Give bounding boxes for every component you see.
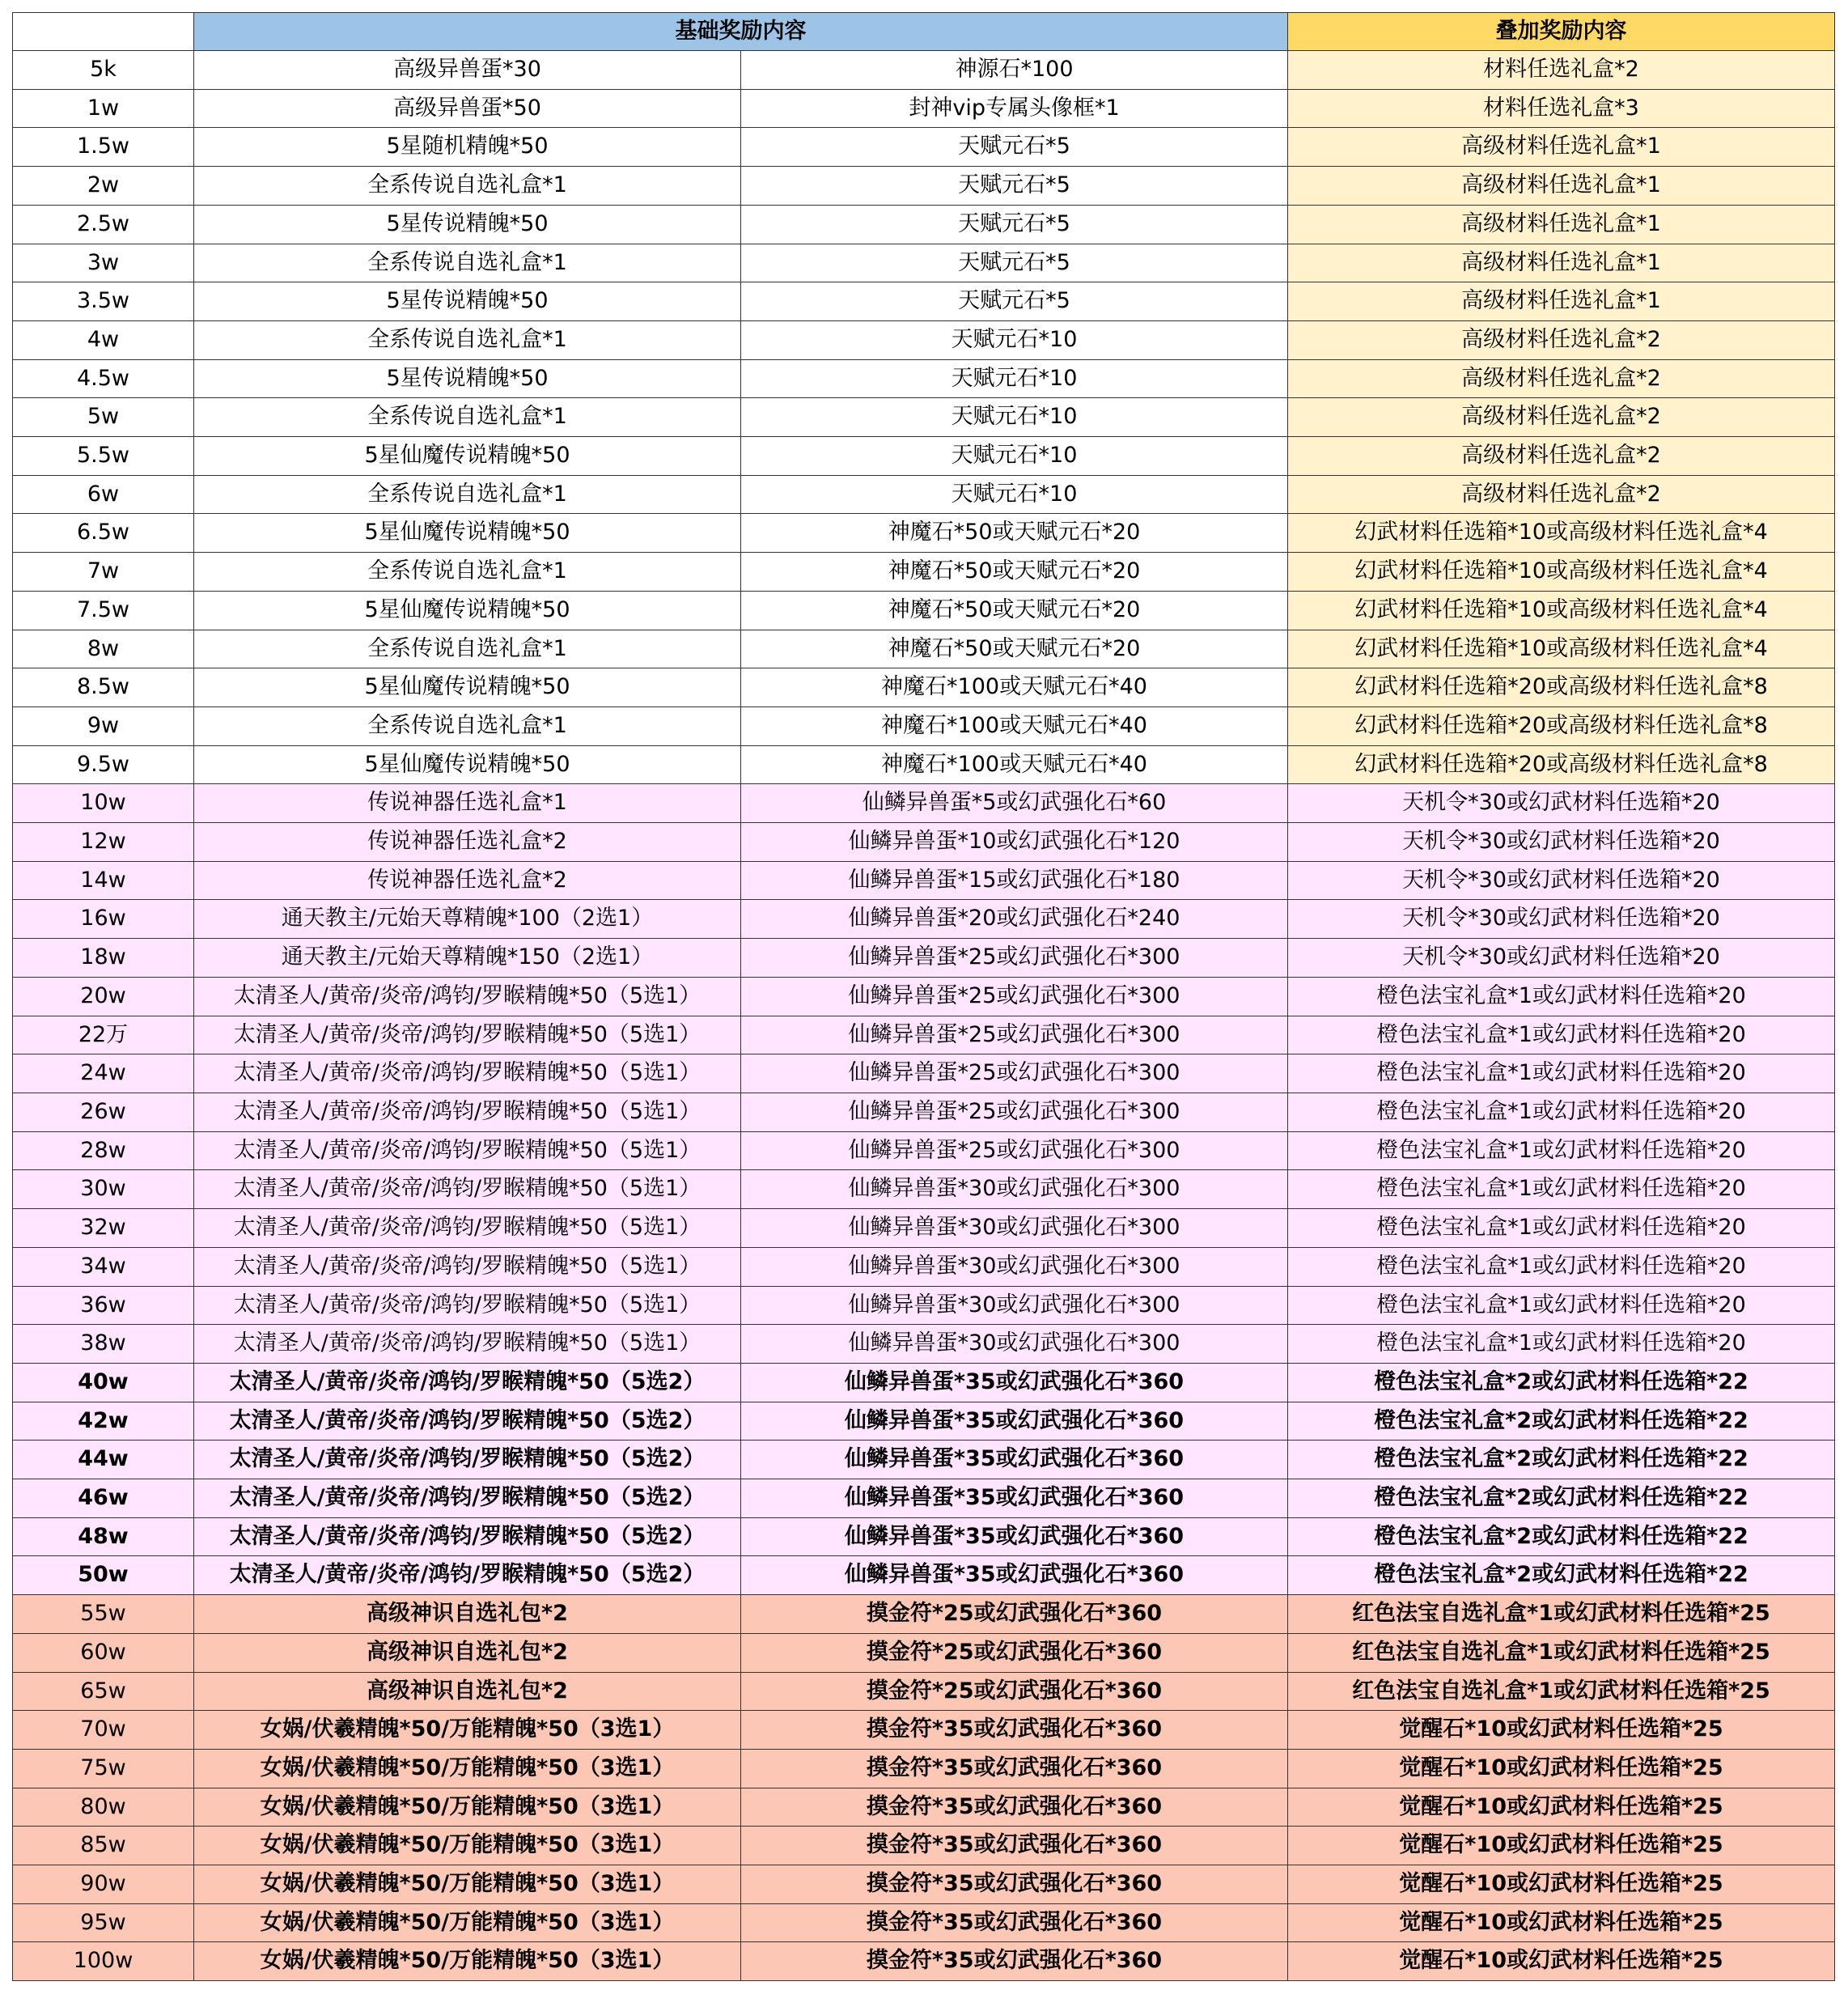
base-reward-2-cell: 仙鳞异兽蛋*25或幻武强化石*300 <box>741 1016 1288 1054</box>
base-reward-2-cell: 仙鳞异兽蛋*20或幻武强化石*240 <box>741 900 1288 939</box>
tier-cell: 5w <box>13 398 194 437</box>
base-reward-2-cell: 仙鳞异兽蛋*35或幻武强化石*360 <box>741 1402 1288 1441</box>
bonus-reward-cell: 橙色法宝礼盒*1或幻武材料任选箱*20 <box>1288 1325 1835 1364</box>
tier-cell: 55w <box>13 1595 194 1634</box>
base-reward-2-cell: 仙鳞异兽蛋*35或幻武强化石*360 <box>741 1479 1288 1518</box>
reward-table <box>12 12 1835 1981</box>
table-row <box>13 1209 1835 1248</box>
base-reward-1-cell: 太清圣人/黄帝/炎帝/鸿钧/罗睺精魄*50（5选2） <box>194 1363 741 1402</box>
base-reward-1-cell: 5星仙魔传说精魄*50 <box>194 514 741 553</box>
bonus-reward-cell: 天机令*30或幻武材料任选箱*20 <box>1288 939 1835 978</box>
table-row <box>13 1672 1835 1711</box>
tier-cell: 32w <box>13 1209 194 1248</box>
bonus-reward-cell: 橙色法宝礼盒*1或幻武材料任选箱*20 <box>1288 1016 1835 1054</box>
bonus-reward-cell: 觉醒石*10或幻武材料任选箱*25 <box>1288 1942 1835 1981</box>
table-row <box>13 1479 1835 1518</box>
tier-cell: 38w <box>13 1325 194 1364</box>
base-reward-1-cell: 高级神识自选礼包*2 <box>194 1672 741 1711</box>
bonus-reward-cell: 觉醒石*10或幻武材料任选箱*25 <box>1288 1903 1835 1942</box>
base-reward-1-cell: 5星随机精魄*50 <box>194 128 741 167</box>
base-reward-2-cell: 摸金符*25或幻武强化石*360 <box>741 1672 1288 1711</box>
tier-cell: 36w <box>13 1286 194 1325</box>
tier-cell: 85w <box>13 1827 194 1865</box>
base-reward-1-cell: 太清圣人/黄帝/炎帝/鸿钧/罗睺精魄*50（5选2） <box>194 1479 741 1518</box>
bonus-reward-cell: 高级材料任选礼盒*1 <box>1288 167 1835 206</box>
table-row <box>13 282 1835 321</box>
bonus-reward-cell: 觉醒石*10或幻武材料任选箱*25 <box>1288 1865 1835 1904</box>
bonus-reward-cell: 觉醒石*10或幻武材料任选箱*25 <box>1288 1827 1835 1865</box>
tier-cell: 5.5w <box>13 437 194 476</box>
bonus-reward-cell: 橙色法宝礼盒*2或幻武材料任选箱*22 <box>1288 1363 1835 1402</box>
base-reward-2-cell: 仙鳞异兽蛋*35或幻武强化石*360 <box>741 1556 1288 1595</box>
base-reward-1-cell: 5星传说精魄*50 <box>194 205 741 244</box>
tier-cell: 7w <box>13 553 194 592</box>
bonus-reward-cell: 幻武材料任选箱*10或高级材料任选礼盒*4 <box>1288 514 1835 553</box>
table-row <box>13 861 1835 900</box>
tier-cell: 26w <box>13 1093 194 1131</box>
base-reward-1-cell: 传说神器任选礼盒*2 <box>194 861 741 900</box>
tier-cell: 75w <box>13 1749 194 1788</box>
table-row <box>13 939 1835 978</box>
tier-cell: 46w <box>13 1479 194 1518</box>
base-reward-1-cell: 高级异兽蛋*50 <box>194 89 741 128</box>
base-reward-2-cell: 仙鳞异兽蛋*10或幻武强化石*120 <box>741 823 1288 862</box>
table-row <box>13 745 1835 784</box>
base-reward-1-cell: 女娲/伏羲精魄*50/万能精魄*50（3选1） <box>194 1749 741 1788</box>
base-reward-1-cell: 太清圣人/黄帝/炎帝/鸿钧/罗睺精魄*50（5选1） <box>194 1170 741 1209</box>
bonus-reward-cell: 橙色法宝礼盒*1或幻武材料任选箱*20 <box>1288 1209 1835 1248</box>
base-reward-1-cell: 全系传说自选礼盒*1 <box>194 630 741 668</box>
table-row <box>13 1517 1835 1556</box>
base-reward-1-cell: 传说神器任选礼盒*2 <box>194 823 741 862</box>
tier-cell: 1w <box>13 89 194 128</box>
base-reward-2-cell: 天赋元石*5 <box>741 205 1288 244</box>
base-reward-1-cell: 女娲/伏羲精魄*50/万能精魄*50（3选1） <box>194 1827 741 1865</box>
tier-cell: 60w <box>13 1633 194 1672</box>
base-reward-2-cell: 摸金符*35或幻武强化石*360 <box>741 1942 1288 1981</box>
base-reward-1-cell: 5星仙魔传说精魄*50 <box>194 745 741 784</box>
bonus-reward-cell: 高级材料任选礼盒*2 <box>1288 320 1835 359</box>
bonus-reward-cell: 天机令*30或幻武材料任选箱*20 <box>1288 823 1835 862</box>
base-reward-2-cell: 仙鳞异兽蛋*25或幻武强化石*300 <box>741 939 1288 978</box>
bonus-reward-cell: 材料任选礼盒*3 <box>1288 89 1835 128</box>
tier-cell: 12w <box>13 823 194 862</box>
base-reward-1-cell: 太清圣人/黄帝/炎帝/鸿钧/罗睺精魄*50（5选2） <box>194 1441 741 1479</box>
tier-cell: 28w <box>13 1131 194 1170</box>
base-reward-2-cell: 天赋元石*10 <box>741 398 1288 437</box>
bonus-reward-cell: 橙色法宝礼盒*1或幻武材料任选箱*20 <box>1288 1286 1835 1325</box>
base-reward-2-cell: 仙鳞异兽蛋*5或幻武强化石*60 <box>741 784 1288 823</box>
base-reward-2-cell: 仙鳞异兽蛋*30或幻武强化石*300 <box>741 1170 1288 1209</box>
base-reward-2-cell: 仙鳞异兽蛋*30或幻武强化石*300 <box>741 1247 1288 1286</box>
table-row <box>13 977 1835 1016</box>
bonus-reward-cell: 高级材料任选礼盒*2 <box>1288 398 1835 437</box>
bonus-reward-cell: 高级材料任选礼盒*2 <box>1288 475 1835 514</box>
base-reward-1-cell: 5星仙魔传说精魄*50 <box>194 668 741 707</box>
bonus-reward-cell: 橙色法宝礼盒*1或幻武材料任选箱*20 <box>1288 1093 1835 1131</box>
bonus-reward-cell: 觉醒石*10或幻武材料任选箱*25 <box>1288 1711 1835 1750</box>
tier-cell: 5k <box>13 51 194 90</box>
table-row <box>13 1325 1835 1364</box>
bonus-reward-cell: 红色法宝自选礼盒*1或幻武材料任选箱*25 <box>1288 1595 1835 1634</box>
base-reward-2-cell: 神魔石*100或天赋元石*40 <box>741 668 1288 707</box>
header-bonus-reward: 叠加奖励内容 <box>1288 13 1835 51</box>
table-row <box>13 1286 1835 1325</box>
table-row <box>13 1054 1835 1093</box>
base-reward-1-cell: 太清圣人/黄帝/炎帝/鸿钧/罗睺精魄*50（5选2） <box>194 1556 741 1595</box>
tier-cell: 1.5w <box>13 128 194 167</box>
base-reward-1-cell: 5星传说精魄*50 <box>194 282 741 321</box>
tier-cell: 40w <box>13 1363 194 1402</box>
base-reward-1-cell: 全系传说自选礼盒*1 <box>194 244 741 282</box>
tier-cell: 3.5w <box>13 282 194 321</box>
bonus-reward-cell: 幻武材料任选箱*10或高级材料任选礼盒*4 <box>1288 553 1835 592</box>
base-reward-1-cell: 通天教主/元始天尊精魄*100（2选1） <box>194 900 741 939</box>
base-reward-2-cell: 神魔石*100或天赋元石*40 <box>741 706 1288 745</box>
tier-cell: 30w <box>13 1170 194 1209</box>
base-reward-1-cell: 太清圣人/黄帝/炎帝/鸿钧/罗睺精魄*50（5选1） <box>194 1093 741 1131</box>
tier-cell: 2.5w <box>13 205 194 244</box>
tier-cell: 95w <box>13 1903 194 1942</box>
base-reward-1-cell: 太清圣人/黄帝/炎帝/鸿钧/罗睺精魄*50（5选1） <box>194 1016 741 1054</box>
bonus-reward-cell: 橙色法宝礼盒*2或幻武材料任选箱*22 <box>1288 1402 1835 1441</box>
table-row <box>13 668 1835 707</box>
base-reward-1-cell: 通天教主/元始天尊精魄*150（2选1） <box>194 939 741 978</box>
table-row <box>13 553 1835 592</box>
base-reward-2-cell: 仙鳞异兽蛋*25或幻武强化石*300 <box>741 1131 1288 1170</box>
base-reward-1-cell: 太清圣人/黄帝/炎帝/鸿钧/罗睺精魄*50（5选2） <box>194 1402 741 1441</box>
bonus-reward-cell: 幻武材料任选箱*20或高级材料任选礼盒*8 <box>1288 668 1835 707</box>
table-row <box>13 823 1835 862</box>
table-row <box>13 51 1835 90</box>
tier-cell: 44w <box>13 1441 194 1479</box>
table-row <box>13 1633 1835 1672</box>
base-reward-1-cell: 太清圣人/黄帝/炎帝/鸿钧/罗睺精魄*50（5选2） <box>194 1517 741 1556</box>
base-reward-2-cell: 摸金符*35或幻武强化石*360 <box>741 1788 1288 1827</box>
base-reward-2-cell: 仙鳞异兽蛋*35或幻武强化石*360 <box>741 1363 1288 1402</box>
base-reward-2-cell: 仙鳞异兽蛋*25或幻武强化石*300 <box>741 1093 1288 1131</box>
tier-cell: 16w <box>13 900 194 939</box>
base-reward-2-cell: 天赋元石*10 <box>741 475 1288 514</box>
bonus-reward-cell: 天机令*30或幻武材料任选箱*20 <box>1288 784 1835 823</box>
bonus-reward-cell: 橙色法宝礼盒*1或幻武材料任选箱*20 <box>1288 1131 1835 1170</box>
base-reward-1-cell: 全系传说自选礼盒*1 <box>194 706 741 745</box>
table-row <box>13 1170 1835 1209</box>
base-reward-2-cell: 摸金符*25或幻武强化石*360 <box>741 1633 1288 1672</box>
base-reward-2-cell: 天赋元石*5 <box>741 167 1288 206</box>
bonus-reward-cell: 红色法宝自选礼盒*1或幻武材料任选箱*25 <box>1288 1672 1835 1711</box>
base-reward-2-cell: 摸金符*25或幻武强化石*360 <box>741 1595 1288 1634</box>
bonus-reward-cell: 橙色法宝礼盒*2或幻武材料任选箱*22 <box>1288 1441 1835 1479</box>
header-base-reward: 基础奖励内容 <box>194 13 1288 51</box>
base-reward-1-cell: 5星仙魔传说精魄*50 <box>194 591 741 630</box>
bonus-reward-cell: 觉醒石*10或幻武材料任选箱*25 <box>1288 1788 1835 1827</box>
base-reward-1-cell: 全系传说自选礼盒*1 <box>194 320 741 359</box>
base-reward-2-cell: 天赋元石*5 <box>741 244 1288 282</box>
table-row <box>13 1402 1835 1441</box>
table-row <box>13 784 1835 823</box>
table-row <box>13 900 1835 939</box>
bonus-reward-cell: 红色法宝自选礼盒*1或幻武材料任选箱*25 <box>1288 1633 1835 1672</box>
table-row <box>13 320 1835 359</box>
base-reward-2-cell: 天赋元石*5 <box>741 128 1288 167</box>
bonus-reward-cell: 幻武材料任选箱*10或高级材料任选礼盒*4 <box>1288 630 1835 668</box>
tier-cell: 9w <box>13 706 194 745</box>
base-reward-1-cell: 女娲/伏羲精魄*50/万能精魄*50（3选1） <box>194 1903 741 1942</box>
base-reward-1-cell: 传说神器任选礼盒*1 <box>194 784 741 823</box>
base-reward-2-cell: 仙鳞异兽蛋*25或幻武强化石*300 <box>741 1054 1288 1093</box>
tier-cell: 8w <box>13 630 194 668</box>
table-row <box>13 1556 1835 1595</box>
tier-cell: 34w <box>13 1247 194 1286</box>
base-reward-2-cell: 仙鳞异兽蛋*35或幻武强化石*360 <box>741 1517 1288 1556</box>
bonus-reward-cell: 材料任选礼盒*2 <box>1288 51 1835 90</box>
base-reward-2-cell: 神魔石*100或天赋元石*40 <box>741 745 1288 784</box>
base-reward-2-cell: 神魔石*50或天赋元石*20 <box>741 514 1288 553</box>
base-reward-2-cell: 天赋元石*10 <box>741 359 1288 398</box>
bonus-reward-cell: 天机令*30或幻武材料任选箱*20 <box>1288 861 1835 900</box>
tier-cell: 20w <box>13 977 194 1016</box>
base-reward-2-cell: 神魔石*50或天赋元石*20 <box>741 630 1288 668</box>
base-reward-2-cell: 摸金符*35或幻武强化石*360 <box>741 1903 1288 1942</box>
base-reward-1-cell: 高级神识自选礼包*2 <box>194 1633 741 1672</box>
bonus-reward-cell: 橙色法宝礼盒*1或幻武材料任选箱*20 <box>1288 1247 1835 1286</box>
table-row <box>13 359 1835 398</box>
base-reward-1-cell: 全系传说自选礼盒*1 <box>194 475 741 514</box>
base-reward-2-cell: 摸金符*35或幻武强化石*360 <box>741 1865 1288 1904</box>
table-row <box>13 398 1835 437</box>
table-row <box>13 1131 1835 1170</box>
base-reward-1-cell: 全系传说自选礼盒*1 <box>194 398 741 437</box>
tier-cell: 65w <box>13 1672 194 1711</box>
tier-cell: 10w <box>13 784 194 823</box>
table-row <box>13 437 1835 476</box>
base-reward-1-cell: 全系传说自选礼盒*1 <box>194 553 741 592</box>
table-row <box>13 244 1835 282</box>
tier-cell: 6w <box>13 475 194 514</box>
base-reward-1-cell: 高级异兽蛋*30 <box>194 51 741 90</box>
base-reward-2-cell: 仙鳞异兽蛋*25或幻武强化石*300 <box>741 977 1288 1016</box>
base-reward-2-cell: 神源石*100 <box>741 51 1288 90</box>
tier-cell: 18w <box>13 939 194 978</box>
bonus-reward-cell: 觉醒石*10或幻武材料任选箱*25 <box>1288 1749 1835 1788</box>
table-row <box>13 205 1835 244</box>
tier-cell: 50w <box>13 1556 194 1595</box>
base-reward-1-cell: 太清圣人/黄帝/炎帝/鸿钧/罗睺精魄*50（5选1） <box>194 1209 741 1248</box>
tier-cell: 8.5w <box>13 668 194 707</box>
tier-cell: 22万 <box>13 1016 194 1054</box>
bonus-reward-cell: 橙色法宝礼盒*2或幻武材料任选箱*22 <box>1288 1479 1835 1518</box>
bonus-reward-cell: 高级材料任选礼盒*1 <box>1288 244 1835 282</box>
bonus-reward-cell: 高级材料任选礼盒*1 <box>1288 128 1835 167</box>
base-reward-1-cell: 全系传说自选礼盒*1 <box>194 167 741 206</box>
tier-cell: 90w <box>13 1865 194 1904</box>
base-reward-2-cell: 仙鳞异兽蛋*35或幻武强化石*360 <box>741 1441 1288 1479</box>
tier-cell: 2w <box>13 167 194 206</box>
table-row <box>13 89 1835 128</box>
base-reward-1-cell: 太清圣人/黄帝/炎帝/鸿钧/罗睺精魄*50（5选1） <box>194 1054 741 1093</box>
bonus-reward-cell: 橙色法宝礼盒*1或幻武材料任选箱*20 <box>1288 1054 1835 1093</box>
table-row <box>13 1016 1835 1054</box>
tier-cell: 48w <box>13 1517 194 1556</box>
bonus-reward-cell: 天机令*30或幻武材料任选箱*20 <box>1288 900 1835 939</box>
bonus-reward-cell: 高级材料任选礼盒*1 <box>1288 282 1835 321</box>
tier-cell: 4w <box>13 320 194 359</box>
tier-cell: 3w <box>13 244 194 282</box>
table-row <box>13 1595 1835 1634</box>
base-reward-1-cell: 女娲/伏羲精魄*50/万能精魄*50（3选1） <box>194 1711 741 1750</box>
base-reward-1-cell: 太清圣人/黄帝/炎帝/鸿钧/罗睺精魄*50（5选1） <box>194 1286 741 1325</box>
tier-cell: 70w <box>13 1711 194 1750</box>
tier-cell: 14w <box>13 861 194 900</box>
base-reward-2-cell: 天赋元石*10 <box>741 437 1288 476</box>
table-row <box>13 1865 1835 1904</box>
table-row <box>13 1247 1835 1286</box>
base-reward-2-cell: 摸金符*35或幻武强化石*360 <box>741 1749 1288 1788</box>
table-row <box>13 706 1835 745</box>
bonus-reward-cell: 橙色法宝礼盒*2或幻武材料任选箱*22 <box>1288 1517 1835 1556</box>
table-row <box>13 1363 1835 1402</box>
base-reward-1-cell: 女娲/伏羲精魄*50/万能精魄*50（3选1） <box>194 1865 741 1904</box>
base-reward-2-cell: 仙鳞异兽蛋*30或幻武强化石*300 <box>741 1209 1288 1248</box>
base-reward-2-cell: 封神vip专属头像框*1 <box>741 89 1288 128</box>
tier-cell: 80w <box>13 1788 194 1827</box>
table-row <box>13 514 1835 553</box>
base-reward-2-cell: 仙鳞异兽蛋*30或幻武强化石*300 <box>741 1325 1288 1364</box>
base-reward-2-cell: 摸金符*35或幻武强化石*360 <box>741 1827 1288 1865</box>
table-row <box>13 630 1835 668</box>
table-row <box>13 1093 1835 1131</box>
base-reward-2-cell: 仙鳞异兽蛋*30或幻武强化石*300 <box>741 1286 1288 1325</box>
base-reward-1-cell: 高级神识自选礼包*2 <box>194 1595 741 1634</box>
base-reward-1-cell: 太清圣人/黄帝/炎帝/鸿钧/罗睺精魄*50（5选1） <box>194 1325 741 1364</box>
base-reward-2-cell: 天赋元石*5 <box>741 282 1288 321</box>
tier-cell: 6.5w <box>13 514 194 553</box>
table-row <box>13 1749 1835 1788</box>
bonus-reward-cell: 橙色法宝礼盒*1或幻武材料任选箱*20 <box>1288 1170 1835 1209</box>
table-row <box>13 1711 1835 1750</box>
header-row <box>13 13 1835 51</box>
bonus-reward-cell: 高级材料任选礼盒*2 <box>1288 437 1835 476</box>
table-row <box>13 1942 1835 1981</box>
bonus-reward-cell: 幻武材料任选箱*10或高级材料任选礼盒*4 <box>1288 591 1835 630</box>
tier-cell: 24w <box>13 1054 194 1093</box>
tier-cell: 9.5w <box>13 745 194 784</box>
tier-cell: 4.5w <box>13 359 194 398</box>
header-tier-cell <box>13 13 194 51</box>
tier-cell: 7.5w <box>13 591 194 630</box>
tier-cell: 42w <box>13 1402 194 1441</box>
table-row <box>13 1788 1835 1827</box>
bonus-reward-cell: 幻武材料任选箱*20或高级材料任选礼盒*8 <box>1288 706 1835 745</box>
tier-cell: 100w <box>13 1942 194 1981</box>
bonus-reward-cell: 幻武材料任选箱*20或高级材料任选礼盒*8 <box>1288 745 1835 784</box>
base-reward-1-cell: 太清圣人/黄帝/炎帝/鸿钧/罗睺精魄*50（5选1） <box>194 977 741 1016</box>
base-reward-2-cell: 摸金符*35或幻武强化石*360 <box>741 1711 1288 1750</box>
bonus-reward-cell: 高级材料任选礼盒*1 <box>1288 205 1835 244</box>
base-reward-1-cell: 女娲/伏羲精魄*50/万能精魄*50（3选1） <box>194 1788 741 1827</box>
base-reward-1-cell: 5星传说精魄*50 <box>194 359 741 398</box>
bonus-reward-cell: 高级材料任选礼盒*2 <box>1288 359 1835 398</box>
base-reward-2-cell: 天赋元石*10 <box>741 320 1288 359</box>
table-row <box>13 591 1835 630</box>
base-reward-2-cell: 神魔石*50或天赋元石*20 <box>741 591 1288 630</box>
table-row <box>13 167 1835 206</box>
table-row <box>13 1903 1835 1942</box>
bonus-reward-cell: 橙色法宝礼盒*1或幻武材料任选箱*20 <box>1288 977 1835 1016</box>
base-reward-2-cell: 仙鳞异兽蛋*15或幻武强化石*180 <box>741 861 1288 900</box>
base-reward-1-cell: 女娲/伏羲精魄*50/万能精魄*50（3选1） <box>194 1942 741 1981</box>
table-row <box>13 1827 1835 1865</box>
base-reward-1-cell: 5星仙魔传说精魄*50 <box>194 437 741 476</box>
bonus-reward-cell: 橙色法宝礼盒*2或幻武材料任选箱*22 <box>1288 1556 1835 1595</box>
base-reward-1-cell: 太清圣人/黄帝/炎帝/鸿钧/罗睺精魄*50（5选1） <box>194 1131 741 1170</box>
table-row <box>13 128 1835 167</box>
table-body <box>13 13 1835 1981</box>
table-row <box>13 1441 1835 1479</box>
base-reward-1-cell: 太清圣人/黄帝/炎帝/鸿钧/罗睺精魄*50（5选1） <box>194 1247 741 1286</box>
table-row <box>13 475 1835 514</box>
base-reward-2-cell: 神魔石*50或天赋元石*20 <box>741 553 1288 592</box>
